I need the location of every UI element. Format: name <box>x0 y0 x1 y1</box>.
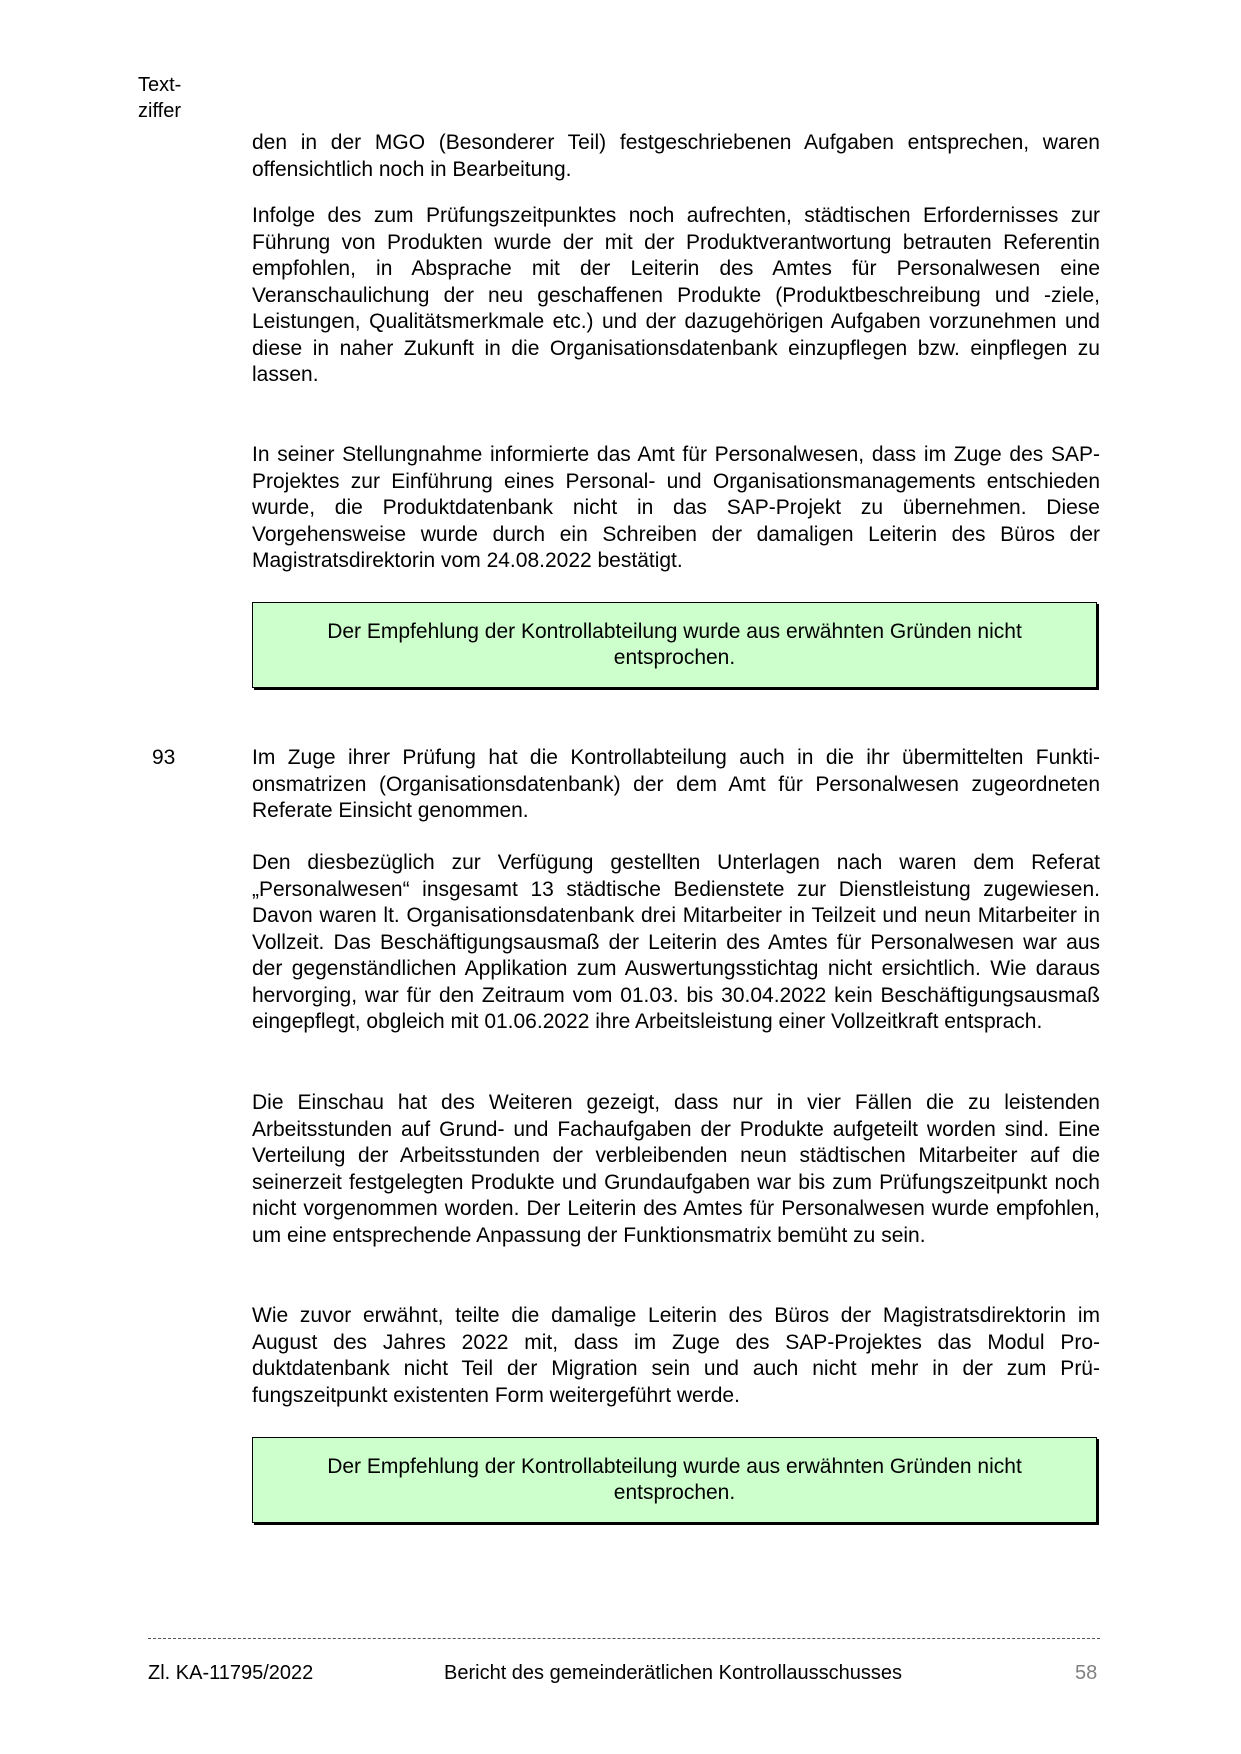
paragraph: Infolge des zum Prüfungszeitpunktes noch aufrechten, städtischen Erfordernisses zur Führung von Produkten wurde der mit der Produktverantwortung betrauten Referentin empfohlen, in Absprache mit der Leiterin des Amtes für Personalwesen eine Veranschaulichung der neu geschaffenen Produkte (Produktbeschreibung und -ziele, Leistungen, Qualitätsmerkmale etc.) und der dazugehörigen Aufgaben vorzunehmen und diese in naher Zukunft in die Organisationsdatenbank einzupflegen bzw. einpflegen zu lassen. <box>252 204 1100 386</box>
recommendation-box <box>252 1437 1097 1523</box>
footer-title: Bericht des gemeinderätlichen Kontrollausschusses <box>444 1662 903 1684</box>
paragraph: Die Einschau hat des Weiteren gezeigt, dass nur in vier Fällen die zu leistenden Arbeitsstunden auf Grund- und Fachaufgaben der Produkte aufgeteilt worden sind. Eine Verteilung der Arbeitsstunden der verbleibenden neun städtischen Mitarbeiter auf die seinerzeit festgelegten Produkte und Grundaufgaben war bis zum Prüfungszeitpunkt noch nicht vorgenommen worden. Der Leiterin des Amtes für Personalwesen wurde empfohlen, um eine entsprechende Anpassung der Funktionsmatrix bemüht zu sein. <box>252 1091 1100 1247</box>
recommendation-text: Der Empfehlung der Kontrollabteilung wurde aus erwähnten Gründen nicht entsprochen. <box>327 619 1022 669</box>
paragraph: Im Zuge ihrer Prüfung hat die Kontrollabteilung auch in die ihr übermittelten Funktionsmatrizen (Organisationsdatenbank) der dem Amt für Personalwesen zugeordneten Referate Einsicht genommen. <box>252 746 1100 822</box>
footer-reference: Zl. KA-11795/2022 <box>148 1662 314 1684</box>
margin-label-line2: ziffer <box>138 100 181 122</box>
footer-divider <box>148 1638 1100 1639</box>
recommendation-box <box>252 602 1097 688</box>
paragraph: den in der MGO (Besonderer Teil) festgeschriebenen Aufgaben entsprechen, waren offensichtlich noch in Bearbeitung. <box>252 131 1100 181</box>
paragraph: Wie zuvor erwähnt, teilte die damalige Leiterin des Büros der Magistratsdirektorin im August des Jahres 2022 mit, dass im Zuge des SAP-Projektes das Modul Produktdatenbank nicht Teil der Migration sein und auch nicht mehr in der zum Prüfungszeitpunkt existenten Form weitergeführt werde. <box>252 1304 1100 1407</box>
page-number: 58 <box>1075 1662 1098 1684</box>
paragraph: In seiner Stellungnahme informierte das Amt für Personalwesen, dass im Zuge des SAP-Projektes zur Einführung eines Personal- und Organisationsmanagements entschieden wurde, die Produktdatenbank nicht in das SAP-Projekt zu übernehmen. Diese Vorgehensweise wurde durch ein Schreiben der damaligen Leiterin des Büros der Magistratsdirektorin vom 24.08.2022 bestätigt. <box>252 443 1100 572</box>
paragraph-number: 93 <box>152 746 176 769</box>
paragraph: Den diesbezüglich zur Verfügung gestellten Unterlagen nach waren dem Referat „Personalwesen“ insgesamt 13 städtische Bedienstete zur Dienstleistung zugewiesen. Davon waren lt. Organisationsdatenbank drei Mitarbeiter in Teilzeit und neun Mitarbeiter in Vollzeit. Das Beschäftigungsausmaß der Leiterin des Amtes für Personalwesen war aus der gegenständlichen Applikation zum Auswertungsstichtag nicht ersichtlich. Wie daraus hervorging, war für den Zeitraum vom 01.03. bis 30.04.2022 kein Beschäftigungsausmaß eingepflegt, obgleich mit 01.06.2022 ihre Arbeitsleistung einer Vollzeitkraft entsprach. <box>252 851 1100 1033</box>
recommendation-text: Der Empfehlung der Kontrollabteilung wurde aus erwähnten Gründen nicht entsprochen. <box>327 1454 1022 1504</box>
margin-label-textziffer <box>138 72 181 124</box>
margin-label-line1: Text- <box>138 74 182 96</box>
